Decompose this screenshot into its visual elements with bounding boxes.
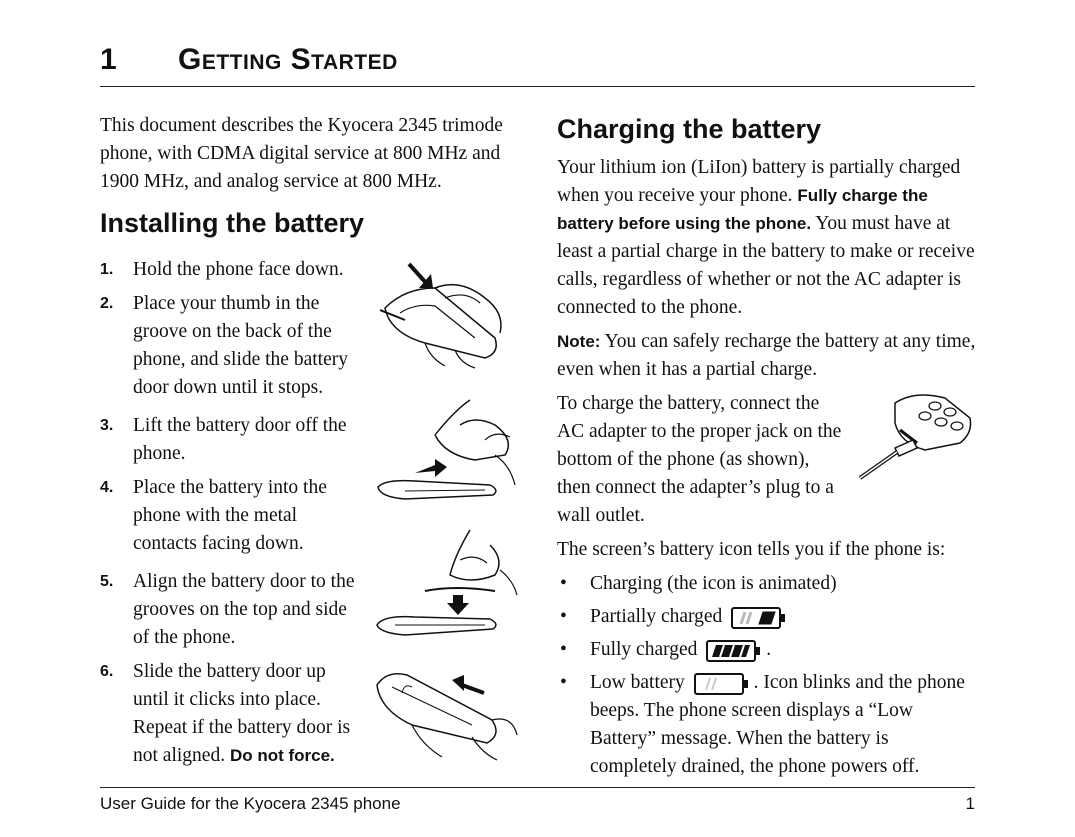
chapter-number: 1 (100, 43, 117, 76)
list-item (557, 603, 977, 631)
step-3 (100, 412, 363, 468)
installing-heading: Installing the battery (100, 208, 365, 238)
bullet-text-after: . Icon blinks and the phone beeps. The phone screen displays a “Low Battery” message. When the battery is completely drained, the phone powers off. (590, 672, 965, 777)
page-footer (100, 787, 975, 814)
icon-intro: The screen’s battery icon tells you if the phone is: (557, 539, 946, 560)
chapter-title: Getting Started (178, 43, 398, 76)
ac-adapter-illustration (855, 388, 975, 488)
charging-heading: Charging the battery (557, 114, 822, 144)
step-warning: Do not force. (229, 746, 335, 765)
step-number: 2. (100, 295, 114, 312)
phone-slide-door-illustration (375, 258, 515, 373)
step-number: 1. (100, 261, 114, 278)
battery-status-list (557, 570, 977, 781)
step-text: Align the battery door to the grooves on the top and side of the phone. (133, 571, 355, 648)
step-number: 4. (100, 479, 114, 496)
step-text: Place your thumb in the groove on the back of the phone, and slide the battery door down until it stops. (133, 293, 348, 398)
page-number: 1 (965, 794, 975, 813)
bullet: • (560, 639, 567, 660)
list-item (557, 570, 977, 598)
battery-partial-icon (731, 606, 787, 630)
bullet: • (560, 606, 567, 627)
bullet-text-after: . (766, 639, 772, 660)
list-item (557, 636, 977, 664)
bullet-text: Charging (the icon is animated) (590, 573, 837, 594)
bullet-text: Partially charged (590, 606, 723, 627)
battery-full-icon (706, 639, 762, 663)
step-number: 6. (100, 663, 114, 680)
step-text: Place the battery into the phone with the metal contacts facing down. (133, 477, 327, 554)
step-5 (100, 568, 363, 652)
step-4 (100, 474, 363, 558)
align-door-illustration (375, 525, 520, 640)
connect-paragraph: To charge the battery, connect the AC adapter to the proper jack on the bottom of the phone (as shown), then connect the adapter’s plug to a wall outlet. (557, 393, 842, 526)
step-number: 3. (100, 417, 114, 434)
slide-door-up-illustration (372, 665, 522, 765)
bullet-text: Low battery (590, 672, 685, 693)
intro-paragraph: This document describes the Kyocera 2345 trimode phone, with CDMA digital service at 800 MHz and 1900 MHz, and analog service at 800 MHz. (100, 115, 503, 192)
note-label: Note: (557, 332, 601, 351)
charging-paragraph (557, 154, 977, 322)
step-2 (100, 290, 363, 402)
lift-door-illustration (375, 395, 520, 505)
note-paragraph (557, 328, 977, 384)
charging-text-rest: You must have at least a partial charge in the battery to make or receive calls, regardless of whether or not the AC adapter is connected to the phone. (557, 213, 975, 318)
step-number: 5. (100, 573, 114, 590)
bullet-text: Fully charged (590, 639, 698, 660)
step-text: Hold the phone face down. (133, 259, 344, 280)
charging-text: Your lithium ion (LiIon) battery is partially charged when you receive your phone. (557, 157, 961, 206)
step-text: Lift the battery door off the phone. (133, 415, 347, 464)
step-text: Slide the battery door up until it clicks into place. Repeat if the battery door is not aligned. (133, 661, 351, 766)
bullet: • (560, 672, 567, 693)
bullet: • (560, 573, 567, 594)
battery-low-icon (694, 672, 750, 696)
chapter-header (100, 40, 975, 87)
note-text: You can safely recharge the battery at any time, even when it has a partial charge. (557, 331, 976, 380)
footer-title: User Guide for the Kyocera 2345 phone (100, 794, 401, 813)
step-6 (100, 658, 363, 770)
list-item (557, 669, 977, 781)
charging-warning: Fully charge the battery before using the phone. (557, 186, 928, 233)
